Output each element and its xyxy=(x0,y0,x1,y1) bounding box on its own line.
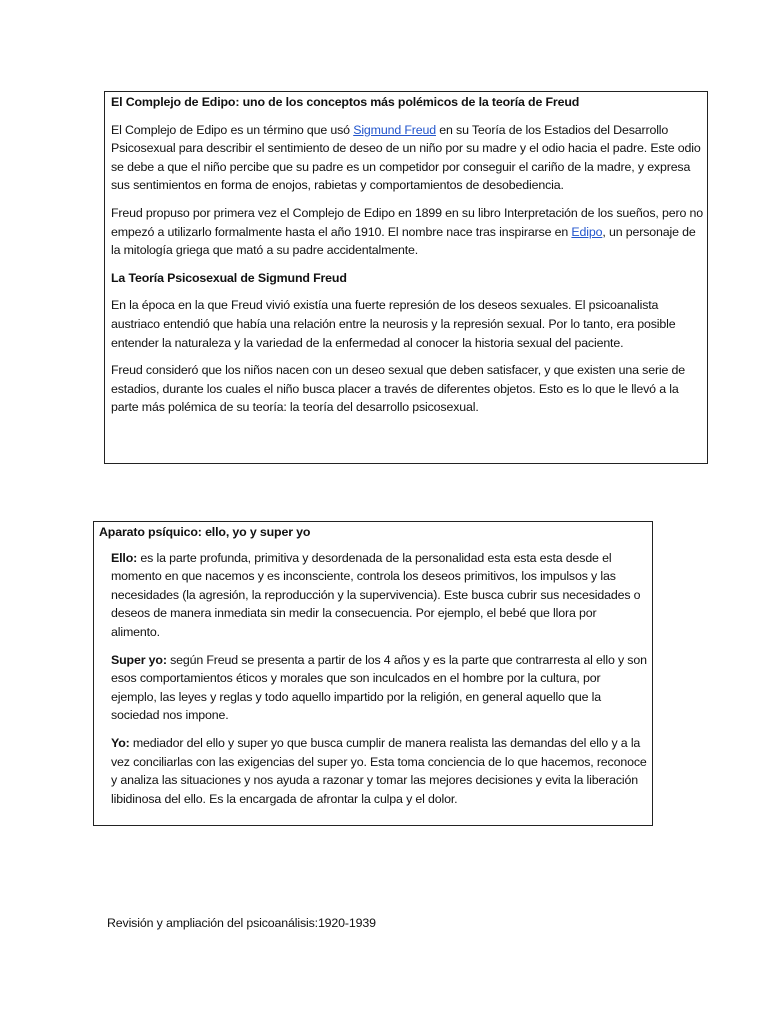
oedipus-p1-text-before: El Complejo de Edipo es un término que usó xyxy=(111,122,354,137)
oedipus-p2-text-after: , un personaje de la mitología griega que mató a su padre accidentalmente. xyxy=(111,224,696,258)
yo-text: mediador del ello y super yo que busca cumplir de manera realista las demandas del ello y a la vez conciliarlas con las exigencias del super yo. Esta toma conciencia de lo que hacemos, reconoce y analiza las situaciones y nos ayuda a razonar y tomar las mejores decisiones y evita la liberación libidinosa del ello. Es la encargada de afrontar la culpa y el dolor. xyxy=(111,735,647,806)
psychic-apparatus-heading: Aparato psíquico: ello, yo y super yo xyxy=(99,525,311,539)
edipo-link[interactable]: Edipo xyxy=(571,224,603,239)
oedipus-complex-box xyxy=(104,91,708,464)
yo-paragraph xyxy=(99,734,648,808)
ello-label: Ello: xyxy=(111,550,138,565)
ello-paragraph xyxy=(99,549,648,642)
ello-text: es la parte profunda, primitiva y desordenada de la personalidad esta esta esta desde el momento en que nacemos y es inconsciente, controla los deseos primitivos, los impulsos y las necesidades (la agresión, la reproducción y la supervivencia). Este busca cubrir sus necesidades o deseos de manera inmediata sin medir la consecuencia. Por ejemplo, el bebé que llora por alimento. xyxy=(111,550,641,639)
superyo-label: Super yo: xyxy=(111,652,167,667)
section-title-revision: Revisión y ampliación del psicoanálisis:1920-1939 xyxy=(107,916,376,930)
sigmund-freud-link[interactable]: Sigmund Freud xyxy=(353,122,436,137)
superyo-text: según Freud se presenta a partir de los 4 años y es la parte que contrarresta al ello y son esos comportamientos éticos y morales que son inculcados en el hombre por la cultura, por ejemplo, las leyes y reglas y todo aquello impartido por la religión, en general aquello que la sociedad nos impone. xyxy=(111,652,647,723)
oedipus-p2-text-before: Freud propuso por primera vez el Complejo de Edipo en 1899 en su libro Interpretación de los sueños, pero no empezó a utilizarlo formalmente hasta el año 1910. El nombre nace tras inspirarse en xyxy=(111,205,703,239)
yo-label: Yo: xyxy=(111,735,130,750)
oedipus-p1-text-after: en su Teoría de los Estadios del Desarrollo Psicosexual para describir el sentimiento de deseo de un niño por su madre y el odio hacia el padre. Este odio se debe a que el niño percibe que su padre es un competidor por conseguir el cariño de la madre, y expresa sus sentimientos en forma de enojos, rabietas y comportamientos de desobediencia. xyxy=(111,122,701,193)
superyo-paragraph xyxy=(99,651,648,725)
psychosexual-theory-subheading: La Teoría Psicosexual de Sigmund Freud xyxy=(111,270,347,285)
oedipus-heading: El Complejo de Edipo: uno de los conceptos más polémicos de la teoría de Freud xyxy=(111,95,580,109)
oedipus-paragraph-1 xyxy=(111,121,704,195)
oedipus-paragraph-4: Freud consideró que los niños nacen con un deseo sexual que deben satisfacer, y que existen una serie de estadios, durante los cuales el niño busca placer a través de diferentes objetos. Esto es lo que le llevó a la parte más polémica de su teoría: la teoría del desarrollo psicosexual. xyxy=(111,363,686,415)
oedipus-paragraph-2 xyxy=(111,204,704,260)
psychic-apparatus-box xyxy=(93,521,653,826)
oedipus-paragraph-3: En la época en la que Freud vivió existía una fuerte represión de los deseos sexuales. El psicoanalista austriaco entendió que había una relación entre la neurosis y la represión sexual. Por lo tanto, era posible entender la naturaleza y la variedad de la enfermedad al conocer la historia sexual del paciente. xyxy=(111,298,676,350)
